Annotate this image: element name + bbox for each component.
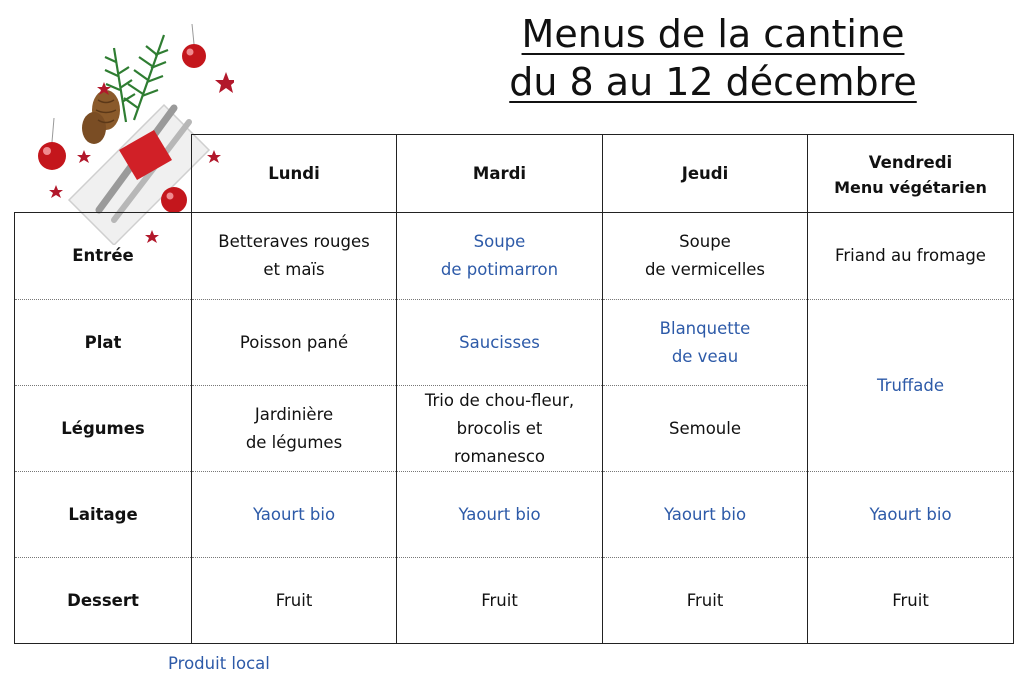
menu-item: Semoule bbox=[603, 386, 808, 472]
category-label: Dessert bbox=[15, 558, 192, 644]
day-header-jeudi bbox=[603, 135, 808, 213]
day-name: Jeudi bbox=[681, 163, 729, 183]
day-header-mardi bbox=[397, 135, 603, 213]
category-label: Laitage bbox=[15, 472, 192, 558]
menu-row-dessert bbox=[15, 558, 1014, 644]
menu-item: Soupe de vermicelles bbox=[603, 213, 808, 300]
day-name: Mardi bbox=[472, 163, 527, 183]
header-row bbox=[15, 135, 1014, 213]
menu-item: Poisson pané bbox=[192, 300, 397, 386]
menu-item: Saucisses bbox=[397, 300, 603, 386]
menu-item: Fruit bbox=[603, 558, 808, 644]
menu-row-entrée bbox=[15, 213, 1014, 300]
day-header-vendredi bbox=[808, 135, 1014, 213]
menu-item: Soupe de potimarron bbox=[397, 213, 603, 300]
menu-item: Trio de chou-fleur, brocolis et romanesco bbox=[397, 386, 603, 472]
day-name: Vendredi bbox=[868, 152, 953, 172]
menu-item: Fruit bbox=[192, 558, 397, 644]
menu-item: Friand au fromage bbox=[808, 213, 1014, 300]
legend-local-product: Produit local bbox=[168, 654, 270, 673]
menu-item: Jardinière de légumes bbox=[192, 386, 397, 472]
day-name: Lundi bbox=[268, 163, 320, 183]
menu-item: Yaourt bio bbox=[397, 472, 603, 558]
menu-row-laitage bbox=[15, 472, 1014, 558]
day-subtitle: Menu végétarien bbox=[834, 177, 987, 197]
menu-item: Fruit bbox=[808, 558, 1014, 644]
menu-item: Fruit bbox=[397, 558, 603, 644]
title-line-2: du 8 au 12 décembre bbox=[509, 60, 917, 104]
category-label: Légumes bbox=[15, 386, 192, 472]
menu-item: Truffade bbox=[808, 300, 1014, 472]
menu-table bbox=[14, 134, 1014, 644]
menu-item: Blanquette de veau bbox=[603, 300, 808, 386]
menu-item: Yaourt bio bbox=[808, 472, 1014, 558]
page-title bbox=[498, 10, 928, 106]
category-label: Plat bbox=[15, 300, 192, 386]
category-label: Entrée bbox=[15, 213, 192, 300]
menu-item: Yaourt bio bbox=[192, 472, 397, 558]
day-header-lundi bbox=[192, 135, 397, 213]
menu-row-plat bbox=[15, 300, 1014, 386]
title-line-1: Menus de la cantine bbox=[521, 12, 905, 56]
menu-item: Yaourt bio bbox=[603, 472, 808, 558]
corner-cell bbox=[15, 135, 192, 213]
menu-item: Betteraves rouges et maïs bbox=[192, 213, 397, 300]
